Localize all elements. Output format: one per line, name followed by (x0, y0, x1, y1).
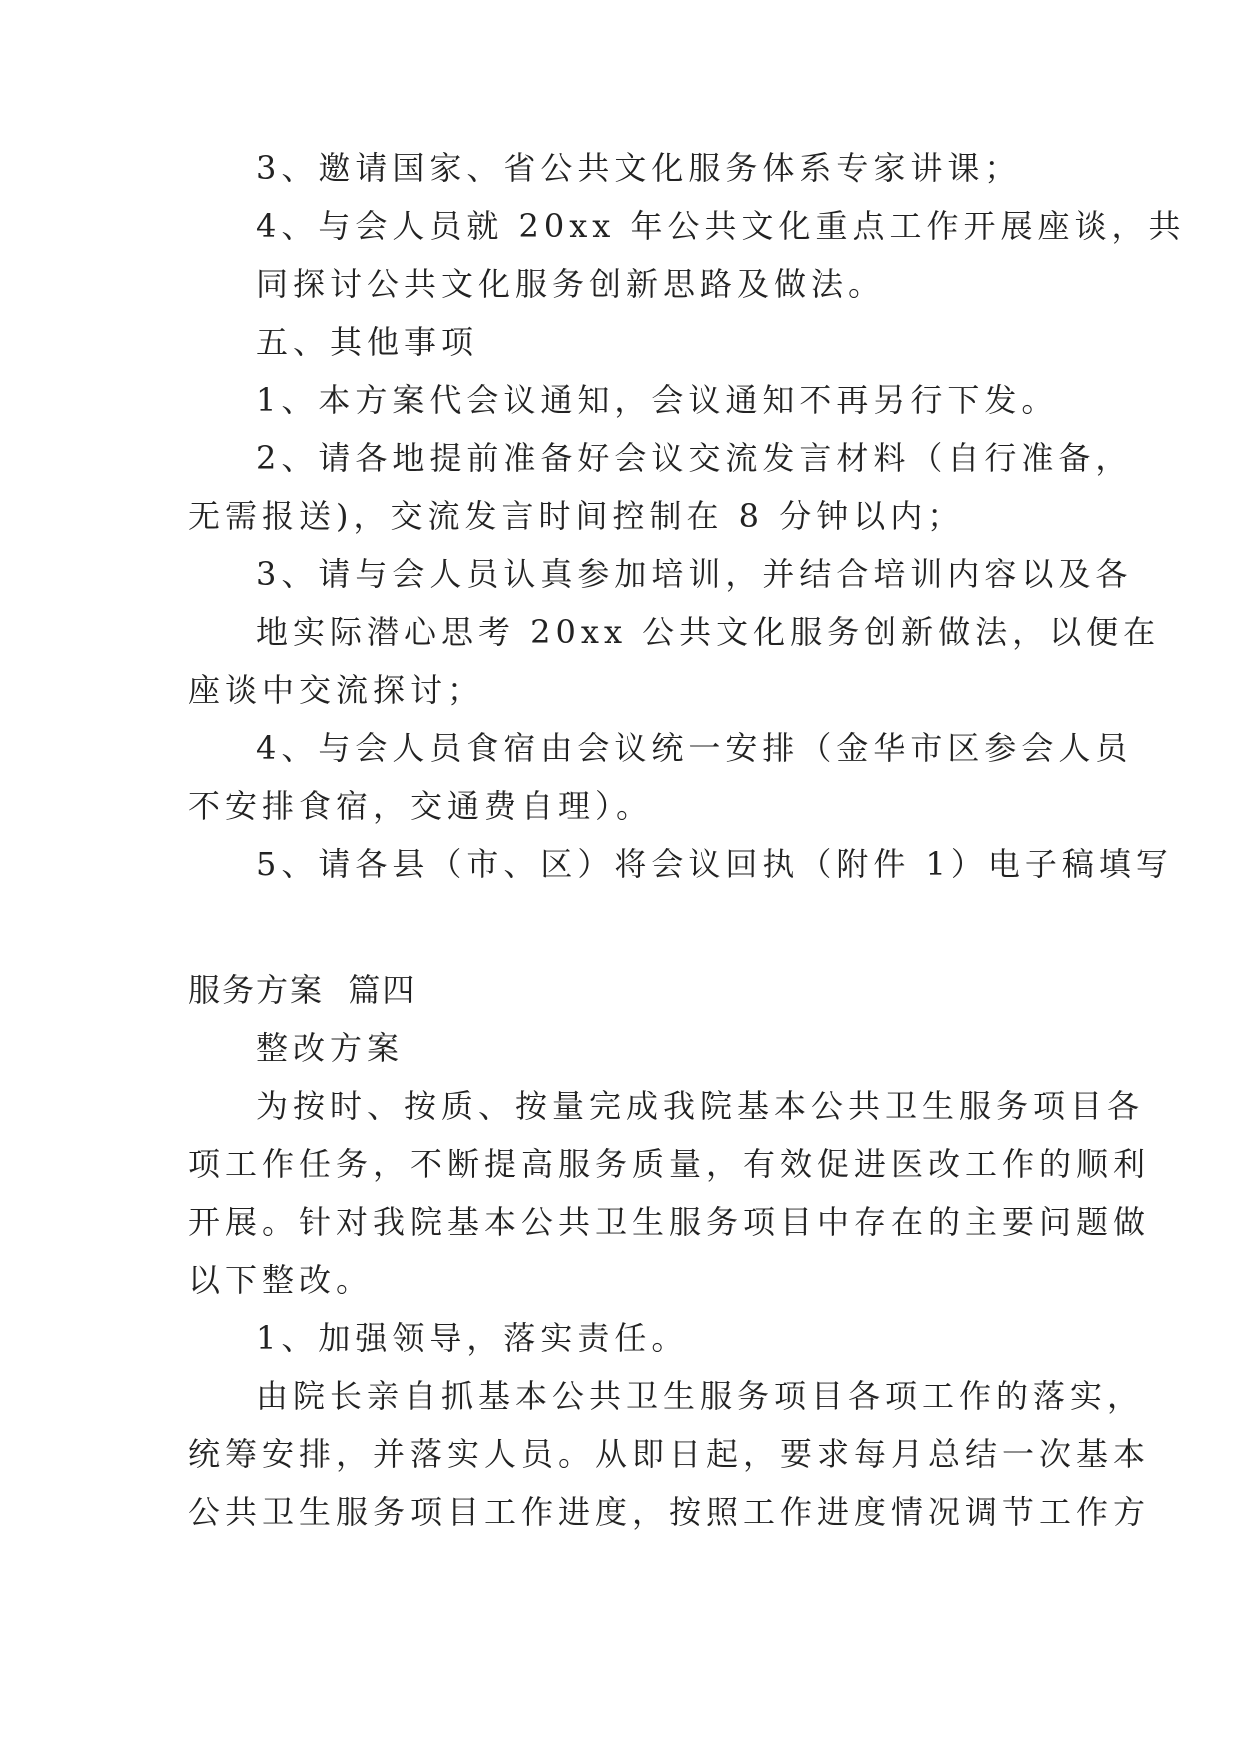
list-item-2-materials: 2、请各地提前准备好会议交流发言材料（自行准备， (256, 439, 1133, 477)
section-heading-leadership: 1、加强领导，落实责任。 (256, 1319, 689, 1357)
list-item-3-training: 3、请与会人员认真参加培训，并结合培训内容以及各 (256, 555, 1133, 593)
document-title: 整改方案 (256, 1029, 405, 1067)
list-item-4-accommodation: 4、与会人员食宿由会议统一安排（金华市区参会人员 (256, 729, 1133, 767)
list-item-4-symposium: 4、与会人员就 20xx 年公共文化重点工作开展座谈，共 (256, 207, 1186, 245)
list-item-3-invite-experts: 3、邀请国家、省公共文化服务体系专家讲课； (256, 149, 1022, 187)
list-item-2-continuation: 无需报送)，交流发言时间控制在 8 分钟以内； (188, 497, 965, 535)
chapter-heading: 服务方案 篇四 (188, 971, 417, 1009)
intro-paragraph-line-4: 以下整改。 (188, 1261, 374, 1299)
intro-paragraph-line-3: 开展。针对我院基本公共卫生服务项目中存在的主要问题做 (188, 1203, 1151, 1241)
intro-paragraph-line-2: 项工作任务，不断提高服务质量，有效促进医改工作的顺利 (188, 1145, 1151, 1183)
list-item-4-accommodation-continuation: 不安排食宿，交通费自理）。 (188, 787, 654, 825)
list-item-3-continuation-end: 座谈中交流探讨； (188, 671, 485, 709)
section-heading-other-matters: 五、其他事项 (256, 323, 479, 361)
list-item-3-continuation: 地实际潜心思考 20xx 公共文化服务创新做法，以便在 (256, 613, 1161, 651)
body-paragraph-line-1: 由院长亲自抓基本公共卫生服务项目各项工作的落实， (256, 1377, 1145, 1415)
body-paragraph-line-3: 公共卫生服务项目工作进度，按照工作进度情况调节工作方 (188, 1493, 1151, 1531)
intro-paragraph-line-1: 为按时、按质、按量完成我院基本公共卫生服务项目各 (256, 1087, 1145, 1125)
body-paragraph-line-2: 统筹安排，并落实人员。从即日起，要求每月总结一次基本 (188, 1435, 1151, 1473)
list-item-1-notice: 1、本方案代会议通知，会议通知不再另行下发。 (256, 381, 1059, 419)
list-item-4-continuation: 同探讨公共文化服务创新思路及做法。 (256, 265, 886, 303)
list-item-5-receipt: 5、请各县（市、区）将会议回执（附件 1）电子稿填写 (256, 845, 1173, 883)
